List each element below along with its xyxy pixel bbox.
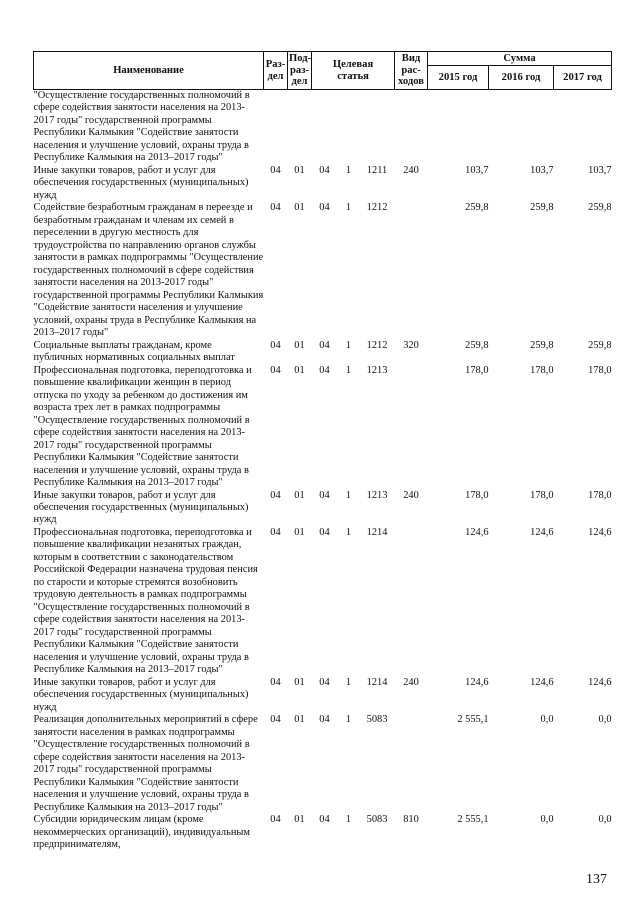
row-celevaya-3: 5083 <box>366 814 388 826</box>
row-razdel: 04 <box>270 526 281 538</box>
row-sum-2015: 178,0 <box>465 364 489 376</box>
row-podrazdel: 01 <box>294 364 305 376</box>
row-vid-rashodov <box>395 714 428 814</box>
table-row <box>34 527 612 677</box>
row-celevaya-3: 1214 <box>366 526 388 538</box>
row-celevaya-2: 1 <box>345 714 352 726</box>
row-razdel: 04 <box>270 202 281 214</box>
row-celevaya-1: 04 <box>319 489 330 501</box>
table-row <box>34 202 612 339</box>
row-razdel: 04 <box>270 814 281 826</box>
row-podrazdel: 01 <box>294 202 305 214</box>
row-sum-2016: 124,6 <box>530 526 554 538</box>
row-sum-2017: 0,0 <box>598 714 612 726</box>
row-sum-2015: 259,8 <box>465 339 489 351</box>
row-podrazdel: 01 <box>294 814 305 826</box>
table-header <box>34 52 612 90</box>
row-sum-2015 <box>428 90 489 165</box>
row-celevaya-3: 5083 <box>366 714 388 726</box>
header-year-2017: 2017 год <box>554 66 612 90</box>
header-year-2015: 2015 год <box>428 66 489 90</box>
row-razdel: 04 <box>270 364 281 376</box>
row-sum-2016: 0,0 <box>540 814 554 826</box>
row-sum-2017: 259,8 <box>588 202 612 214</box>
row-podrazdel: 01 <box>294 164 305 176</box>
row-sum-2015: 124,6 <box>465 676 489 688</box>
row-podrazdel: 01 <box>294 526 305 538</box>
row-celevaya-2: 1 <box>345 164 352 176</box>
row-celevaya-1: 04 <box>319 364 330 376</box>
row-celevaya-2: 1 <box>345 814 352 826</box>
row-celevaya-1: 04 <box>319 202 330 214</box>
table-row <box>34 677 612 714</box>
row-name: Иные закупки товаров, работ и услуг для обеспечения государственных (муниципальных) нужд <box>33 676 249 713</box>
row-sum-2015: 259,8 <box>465 202 489 214</box>
row-sum-2015: 178,0 <box>465 489 489 501</box>
header-razdel: Раз- дел <box>264 52 288 90</box>
row-sum-2016: 259,8 <box>530 202 554 214</box>
row-celevaya-1: 04 <box>319 714 330 726</box>
row-podrazdel: 01 <box>294 676 305 688</box>
row-vid-rashodov: 320 <box>403 339 419 351</box>
row-razdel: 04 <box>270 489 281 501</box>
row-celevaya-2: 1 <box>345 202 352 214</box>
row-celevaya-1: 04 <box>319 814 330 826</box>
row-sum-2017: 178,0 <box>588 489 612 501</box>
row-sum-2017: 124,6 <box>588 676 612 688</box>
header-year-2016: 2016 год <box>489 66 554 90</box>
row-sum-2017: 124,6 <box>588 526 612 538</box>
row-celevaya-1: 04 <box>319 676 330 688</box>
row-vid-rashodov: 240 <box>403 164 419 176</box>
row-sum-2016 <box>489 90 554 165</box>
table-row <box>34 90 612 165</box>
row-celevaya-1 <box>312 90 338 165</box>
row-name: Профессиональная подготовка, переподготовка и повышение квалификации женщин в период отпуска по уходу за ребенком до достижения им возраста трех лет в рамках подпрограммы "Осуществление государственных полномочий в сфере содействия занятости населения на 2013-2017 годы" государственной программы Республики Калмыкия "Содействие занятости населения и улучшение условий, охраны труда в Республике Калмыкия на 2013–2017 годы" <box>33 364 252 489</box>
row-name: "Осуществление государственных полномочий в сфере содействия занятости населения на 2013-2017 годы" государственной программы Республики Калмыкия "Содействие занятости населения и улучшение условий, охраны труда в Республике Калмыкия на 2013–2017 годы" <box>33 90 250 164</box>
row-razdel: 04 <box>270 714 281 726</box>
row-name: Профессиональная подготовка, переподготовка и повышение квалификации незанятых граждан, которым в соответствии с законодательством Российской Федерации назначена трудовая пенсия по старости и которые стремятся возобновить трудовую деятельность в рамках подпрограммы "Осуществление государственных полномочий в сфере содействия занятости населения на 2013-2017 годы" государственной программы Республики Калмыкия "Содействие занятости населения и улучшение условий, охраны труда в Республике Калмыкия на 2013–2017 годы" <box>33 526 258 676</box>
row-celevaya-2: 1 <box>345 364 352 376</box>
row-vid-rashodov <box>395 90 428 165</box>
row-celevaya-2: 1 <box>345 526 352 538</box>
header-vid-rashodov: Вид рас- ходов <box>395 52 428 90</box>
row-sum-2017 <box>554 90 612 165</box>
row-celevaya-2: 1 <box>345 489 352 501</box>
header-summa: Сумма <box>428 52 612 66</box>
row-sum-2016: 0,0 <box>540 714 554 726</box>
row-celevaya-3: 1214 <box>366 676 388 688</box>
row-celevaya-3: 1212 <box>366 339 388 351</box>
row-sum-2015: 124,6 <box>465 526 489 538</box>
row-name: Иные закупки товаров, работ и услуг для обеспечения государственных (муниципальных) нужд <box>33 489 249 526</box>
row-vid-rashodov: 240 <box>403 676 419 688</box>
row-vid-rashodov <box>395 202 428 339</box>
row-vid-rashodov: 240 <box>403 489 419 501</box>
row-razdel: 04 <box>270 164 281 176</box>
table-row <box>34 490 612 527</box>
page-number: 137 <box>586 872 607 887</box>
header-celevaya-statya: Целевая статья <box>312 52 395 90</box>
row-razdel <box>264 90 288 165</box>
budget-table <box>33 51 612 852</box>
row-name: Содействие безработным гражданам в переезде и безработным гражданам и членам их семей в переселении в другую местность для трудоустройства по направлению органов службы занятости в рамках подпрограммы "Осуществление государственных полномочий в сфере содействия занятости населения на 2013-2017 годы" государственной программы Республики Калмыкия "Содействие занятости населения и улучшение условий, охраны труда в Республике Калмыкия на 2013–2017 годы" <box>33 202 264 339</box>
row-sum-2017: 178,0 <box>588 364 612 376</box>
table-row <box>34 165 612 202</box>
row-podrazdel: 01 <box>294 714 305 726</box>
row-celevaya-3: 1212 <box>366 202 388 214</box>
table-row <box>34 814 612 851</box>
row-podrazdel: 01 <box>294 489 305 501</box>
row-vid-rashodov: 810 <box>403 814 419 826</box>
row-sum-2015: 2 555,1 <box>457 714 489 726</box>
row-sum-2017: 259,8 <box>588 339 612 351</box>
header-name: Наименование <box>34 52 264 90</box>
table-body <box>34 90 612 852</box>
table-row <box>34 365 612 490</box>
table-row <box>34 340 612 365</box>
row-podrazdel: 01 <box>294 339 305 351</box>
row-celevaya-1: 04 <box>319 339 330 351</box>
row-name: Иные закупки товаров, работ и услуг для обеспечения государственных (муниципальных) нужд <box>33 164 249 201</box>
row-sum-2017: 103,7 <box>588 164 612 176</box>
row-name: Субсидии юридическим лицам (кроме некоммерческих организаций), индивидуальным предпринимателям, <box>33 814 250 851</box>
row-vid-rashodov <box>395 527 428 677</box>
row-razdel: 04 <box>270 339 281 351</box>
row-sum-2015: 2 555,1 <box>457 814 489 826</box>
row-vid-rashodov <box>395 365 428 490</box>
row-celevaya-3: 1213 <box>366 489 388 501</box>
row-celevaya-1: 04 <box>319 164 330 176</box>
row-sum-2016: 178,0 <box>530 489 554 501</box>
row-celevaya-2 <box>338 90 360 165</box>
table-row <box>34 714 612 814</box>
row-name: Реализация дополнительных мероприятий в сфере занятости населения в рамках подпрограммы "Осуществление государственных полномочий в сфере содействия занятости населения на 2013-2017 годы" государственной программы Республики Калмыкия "Содействие занятости населения и улучшение условий, охраны труда в Республике Калмыкия на 2013–2017 годы" <box>33 714 258 813</box>
header-podrazdel: Под- раз- дел <box>288 52 312 90</box>
row-sum-2016: 103,7 <box>530 164 554 176</box>
row-sum-2017: 0,0 <box>598 814 612 826</box>
row-sum-2015: 103,7 <box>465 164 489 176</box>
row-celevaya-2: 1 <box>345 339 352 351</box>
row-name: Социальные выплаты гражданам, кроме публичных нормативных социальных выплат <box>33 339 235 364</box>
row-celevaya-3: 1213 <box>366 364 388 376</box>
row-podrazdel <box>288 90 312 165</box>
row-celevaya-3: 1211 <box>366 164 388 176</box>
row-razdel: 04 <box>270 676 281 688</box>
row-sum-2016: 124,6 <box>530 676 554 688</box>
row-sum-2016: 178,0 <box>530 364 554 376</box>
row-celevaya-3 <box>360 90 395 165</box>
row-sum-2016: 259,8 <box>530 339 554 351</box>
row-celevaya-2: 1 <box>345 676 352 688</box>
row-celevaya-1: 04 <box>319 526 330 538</box>
